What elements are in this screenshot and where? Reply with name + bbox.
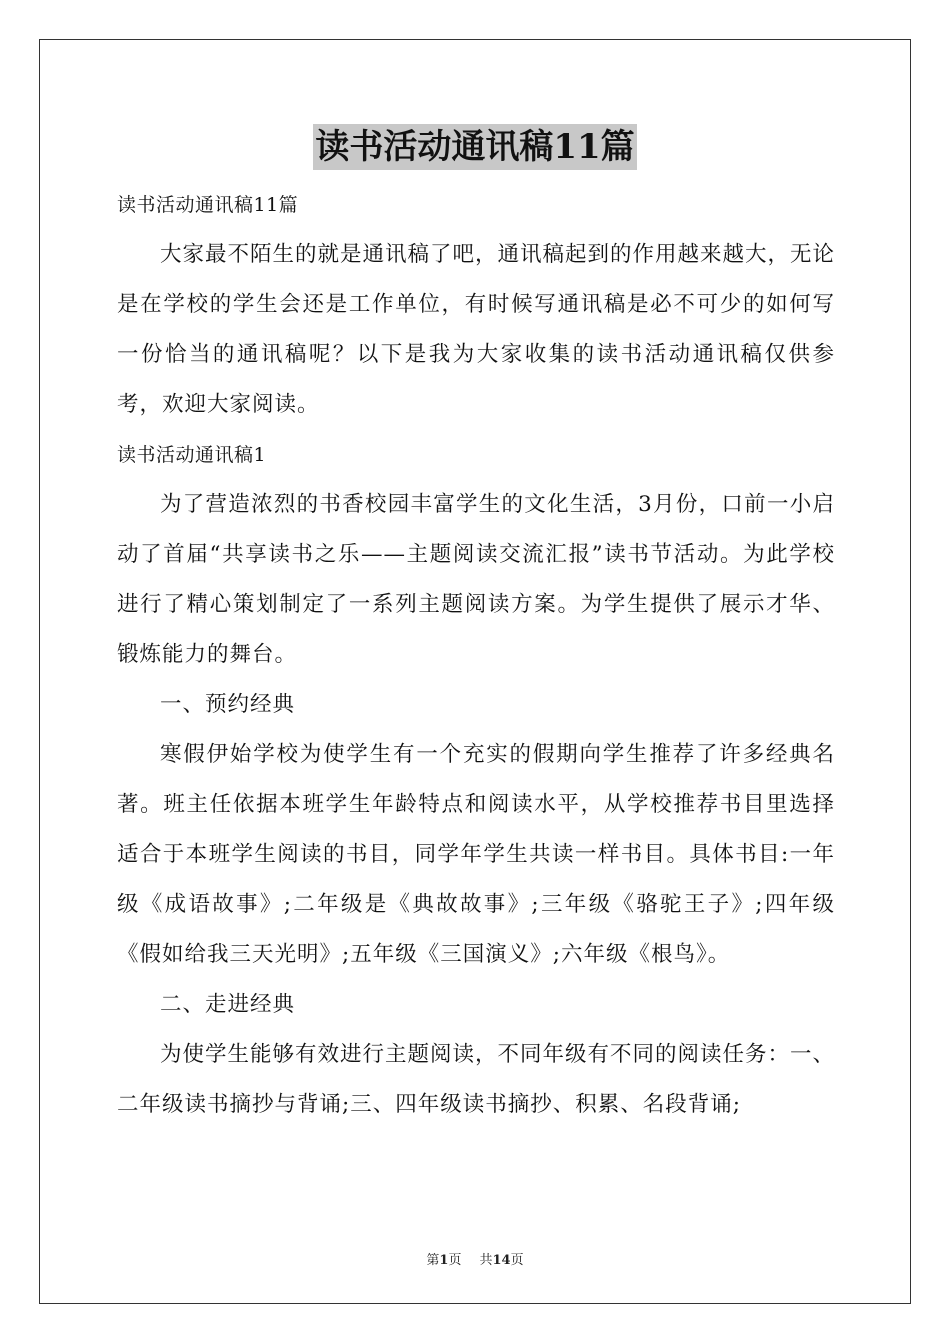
document-title: 读书活动通讯稿11篇 bbox=[313, 124, 636, 170]
body-paragraph: 为使学生能够有效进行主题阅读，不同年级有不同的阅读任务：一、二年级读书摘抄与背诵;三、四年级读书摘抄、积累、名段背诵; bbox=[117, 1042, 836, 1117]
page-total: 14 bbox=[492, 1253, 511, 1268]
page-current: 1 bbox=[439, 1253, 449, 1268]
body-paragraph: 寒假伊始学校为使学生有一个充实的假期向学生推荐了许多经典名著。班主任依据本班学生年龄特点和阅读水平，从学校推荐书目里选择适合于本班学生阅读的书目，同学年学生共读一样书目。具体书目:一年级《成语故事》;二年级是《典故故事》;三年级《骆驼王子》;四年级《假如给我三天光明》;五年级《三国演义》;六年级《根鸟》。 bbox=[117, 742, 835, 967]
title-container bbox=[0, 124, 950, 170]
section-heading: 读书活动通讯稿1 bbox=[117, 444, 267, 466]
page-footer bbox=[0, 1249, 950, 1268]
document-subtitle: 读书活动通讯稿11篇 bbox=[117, 194, 299, 216]
page-suffix: 页 bbox=[448, 1253, 462, 1268]
page-prefix: 第 bbox=[426, 1253, 440, 1268]
intro-paragraph: 大家最不陌生的就是通讯稿了吧，通讯稿起到的作用越来越大，无论是在学校的学生会还是工作单位，有时候写通讯稿是必不可少的如何写一份恰当的通讯稿呢？以下是我为大家收集的读书活动通讯稿仅供参考，欢迎大家阅读。 bbox=[117, 242, 836, 417]
document-body bbox=[117, 180, 835, 1130]
body-paragraph: 为了营造浓烈的书香校园丰富学生的文化生活，3月份，口前一小启动了首届“共享读书之乐——主题阅读交流汇报”读书节活动。为此学校进行了精心策划制定了一系列主题阅读方案。为学生提供了展示才华、锻炼能力的舞台。 bbox=[117, 492, 835, 667]
total-prefix: 共 bbox=[479, 1253, 493, 1268]
subheading-reserve-classics: 一、预约经典 bbox=[160, 692, 296, 717]
subheading-enter-classics: 二、走进经典 bbox=[160, 992, 296, 1017]
total-suffix: 页 bbox=[510, 1253, 524, 1268]
